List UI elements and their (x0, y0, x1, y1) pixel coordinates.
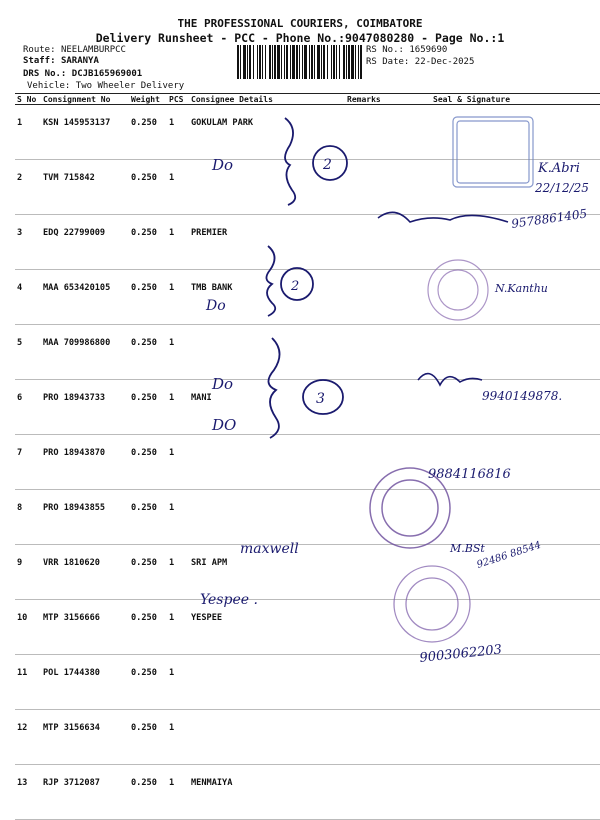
staff-line (23, 56, 99, 67)
drs-line (23, 69, 142, 80)
table-row (15, 435, 600, 490)
row-consignment-no: MTP 3156634 (41, 710, 129, 765)
barcode-bar (272, 45, 273, 79)
row-consignment-no: VRR 1810620 (41, 545, 129, 600)
row-consignment-no: RJP 3712087 (41, 765, 129, 820)
row-weight: 0.250 (129, 545, 167, 600)
row-remarks (345, 490, 411, 545)
row-sno: 4 (15, 270, 41, 325)
row-remarks (345, 325, 411, 380)
ditto-do-text-3: Do (212, 375, 234, 393)
barcode-bar (348, 45, 350, 79)
row-pcs: 1 (167, 600, 189, 655)
row-sno: 12 (15, 710, 41, 765)
phone-row13: 9003062203 (418, 642, 503, 666)
drs-value: DCJB165969001 (71, 69, 143, 79)
barcode-bar (343, 45, 345, 79)
row-sno: 5 (15, 325, 41, 380)
row-sno: 1 (15, 105, 41, 160)
signature-row5: N.Kanthu (495, 282, 548, 295)
vehicle-line (27, 81, 184, 92)
barcode-bar (292, 45, 295, 79)
row-seal-signature (411, 270, 600, 325)
row-seal-signature (411, 325, 600, 380)
row-consignment-no: MAA 709986800 (41, 325, 129, 380)
row-seal-signature (411, 215, 600, 270)
row-seal-signature (411, 380, 600, 435)
runsheet-title: Delivery Runsheet - PCC - Phone No.:9047080280 - Page No.:1 (95, 31, 505, 45)
row-consignee (189, 655, 345, 710)
col-consignee: Consignee Details (189, 94, 345, 105)
row-weight: 0.250 (129, 765, 167, 820)
row-pcs: 1 (167, 490, 189, 545)
barcode-bar (240, 45, 241, 79)
table-header-row (15, 94, 600, 105)
barcode-bar (259, 45, 261, 79)
barcode-bar (314, 45, 315, 79)
barcode-bar (243, 45, 246, 79)
barcode-bar (317, 45, 320, 79)
row-consignee (189, 435, 345, 490)
rs-date-line (366, 57, 474, 68)
row-sno: 8 (15, 490, 41, 545)
row-pcs: 1 (167, 765, 189, 820)
row-consignment-no: KSN 145953137 (41, 105, 129, 160)
barcode-bar (277, 45, 280, 79)
barcode-bar (296, 45, 298, 79)
row-pcs: 1 (167, 545, 189, 600)
barcode-bar (290, 45, 291, 79)
barcode-bar (249, 45, 251, 79)
barcode-bar (262, 45, 263, 79)
row-sno: 2 (15, 160, 41, 215)
runsheet-table (15, 93, 600, 820)
table-row (15, 380, 600, 435)
row-remarks (345, 545, 411, 600)
table-row (15, 325, 600, 380)
row-remarks (345, 215, 411, 270)
barcode-bar (281, 45, 282, 79)
count-2-a: 2 (323, 157, 332, 173)
row-pcs: 1 (167, 380, 189, 435)
row-remarks (345, 435, 411, 490)
row-consignee (189, 325, 345, 380)
barcode-bar (299, 45, 300, 79)
row-consignment-no: TVM 715842 (41, 160, 129, 215)
row-remarks (345, 270, 411, 325)
row-remarks (345, 600, 411, 655)
staff-label: Staff: (23, 56, 56, 66)
row-remarks (345, 765, 411, 820)
row-consignment-no: PRO 18943733 (41, 380, 129, 435)
barcode-bar (311, 45, 313, 79)
barcode-image (236, 44, 364, 80)
row-pcs: 1 (167, 435, 189, 490)
barcode-bar (257, 45, 258, 79)
barcode-bar (309, 45, 310, 79)
rs-date-value: 22-Dec-2025 (414, 57, 475, 67)
rs-date-label: RS Date: (366, 57, 410, 67)
barcode-bar (274, 45, 276, 79)
row-consignment-no: PRO 18943870 (41, 435, 129, 490)
col-pcs: PCS (167, 94, 189, 105)
row-consignee: PREMIER (189, 215, 345, 270)
row-remarks (345, 380, 411, 435)
row-remarks (345, 655, 411, 710)
barcode-bar (355, 45, 356, 79)
row-consignee (189, 710, 345, 765)
barcode-bar (265, 45, 266, 79)
row-sno: 7 (15, 435, 41, 490)
row-seal-signature (411, 765, 600, 820)
table-row (15, 655, 600, 710)
barcode-bar (333, 45, 335, 79)
col-sno: S No (15, 94, 41, 105)
barcode-bar (327, 45, 328, 79)
row-seal-signature (411, 160, 600, 215)
row-consignee: YESPEE (189, 600, 345, 655)
barcode-bar (323, 45, 325, 79)
row-remarks (345, 710, 411, 765)
row-sno: 9 (15, 545, 41, 600)
phone-row3: 9578861405 (510, 206, 589, 231)
route-value: NEELAMBURPCC (60, 45, 126, 55)
barcode-bar (351, 45, 354, 79)
phone-row12: 92486 88544 (475, 539, 543, 571)
row-weight: 0.250 (129, 435, 167, 490)
row-consignment-no: MAA 653420105 (41, 270, 129, 325)
row-consignee: GOKULAM PARK (189, 105, 345, 160)
drs-label: DRS No.: (23, 69, 67, 79)
row-consignee (189, 160, 345, 215)
row-pcs: 1 (167, 325, 189, 380)
vehicle-value: Two Wheeler Delivery (75, 81, 185, 91)
table-row (15, 105, 600, 160)
table-row (15, 710, 600, 765)
ditto-do-text-2: Do (206, 298, 226, 314)
row-sno: 13 (15, 765, 41, 820)
table-row (15, 160, 600, 215)
signature-row2-date: 22/12/25 (535, 181, 589, 195)
barcode-bar (302, 45, 303, 79)
row-consignment-no: POL 1744380 (41, 655, 129, 710)
row-weight: 0.250 (129, 105, 167, 160)
row-consignee: MENMAIYA (189, 765, 345, 820)
row-sno: 10 (15, 600, 41, 655)
rs-no-value: 1659690 (409, 45, 448, 55)
route-label: Route: (23, 45, 56, 55)
count-3: 3 (316, 391, 325, 407)
count-2-b: 2 (291, 279, 300, 294)
table-row (15, 270, 600, 325)
row-remarks (345, 105, 411, 160)
row-weight: 0.250 (129, 325, 167, 380)
signature-row2: K.Abri (538, 161, 580, 176)
barcode-bar (304, 45, 307, 79)
row-pcs: 1 (167, 215, 189, 270)
row-weight: 0.250 (129, 160, 167, 215)
row-consignee (189, 490, 345, 545)
row-seal-signature (411, 545, 600, 600)
row-consignment-no: EDQ 22799009 (41, 215, 129, 270)
row-seal-signature (411, 655, 600, 710)
table-row (15, 600, 600, 655)
barcode-bar (269, 45, 271, 79)
route-line (23, 45, 126, 56)
barcode-bar (247, 45, 248, 79)
row-pcs: 1 (167, 655, 189, 710)
vehicle-label: Vehicle: (27, 81, 71, 91)
barcode-bar (339, 45, 340, 79)
barcode-bar (284, 45, 285, 79)
table-row (15, 215, 600, 270)
row-weight: 0.250 (129, 380, 167, 435)
row-seal-signature (411, 600, 600, 655)
consignee-row11-handwritten: maxwell (240, 541, 299, 557)
company-title: THE PROFESSIONAL COURIERS, COIMBATORE (177, 17, 423, 30)
col-weight: Weight (129, 94, 167, 105)
barcode-bar (237, 45, 239, 79)
row-seal-signature (411, 490, 600, 545)
table-row (15, 490, 600, 545)
barcode-bar (331, 45, 332, 79)
row-sno: 11 (15, 655, 41, 710)
phone-row8: 9940149878. (482, 389, 563, 403)
signature-row9: 9884116816 (428, 467, 511, 482)
row-sno: 6 (15, 380, 41, 435)
row-consignee: MANI (189, 380, 345, 435)
barcode-bar (360, 45, 362, 79)
row-weight: 0.250 (129, 710, 167, 765)
ditto-do-text-1: Do (212, 156, 234, 174)
row-consignee: SRI APM (189, 545, 345, 600)
row-pcs: 1 (167, 105, 189, 160)
col-seal-signature: Seal & Signature (411, 94, 600, 105)
barcode-bar (358, 45, 359, 79)
row-weight: 0.250 (129, 600, 167, 655)
col-remarks: Remarks (345, 94, 411, 105)
row-pcs: 1 (167, 270, 189, 325)
row-sno: 3 (15, 215, 41, 270)
row-weight: 0.250 (129, 270, 167, 325)
table-row (15, 765, 600, 820)
barcode-bar (286, 45, 288, 79)
row-consignment-no: MTP 3156666 (41, 600, 129, 655)
staff-value: SARANYA (60, 56, 99, 66)
rs-no-label: RS No.: (366, 45, 404, 55)
col-consignment: Consignment No (41, 94, 129, 105)
row-remarks (345, 160, 411, 215)
consignee-row12-handwritten: Yespee . (200, 592, 258, 608)
rs-no-line (366, 45, 447, 56)
row-consignment-no: PRO 18943855 (41, 490, 129, 545)
table-body (15, 105, 600, 820)
row-consignee: TMB BANK (189, 270, 345, 325)
ditto-do-text-4: DO (212, 416, 237, 434)
row-pcs: 1 (167, 160, 189, 215)
row-weight: 0.250 (129, 655, 167, 710)
row-seal-signature (411, 105, 600, 160)
row-weight: 0.250 (129, 490, 167, 545)
row-pcs: 1 (167, 710, 189, 765)
barcode-bar (253, 45, 254, 79)
barcode-bar (336, 45, 337, 79)
row-seal-signature (411, 710, 600, 765)
barcode-bar (346, 45, 347, 79)
row-seal-signature (411, 435, 600, 490)
table-row (15, 545, 600, 600)
row-weight: 0.250 (129, 215, 167, 270)
barcode-bar (321, 45, 322, 79)
signature-row11: M.BSt (450, 542, 485, 555)
